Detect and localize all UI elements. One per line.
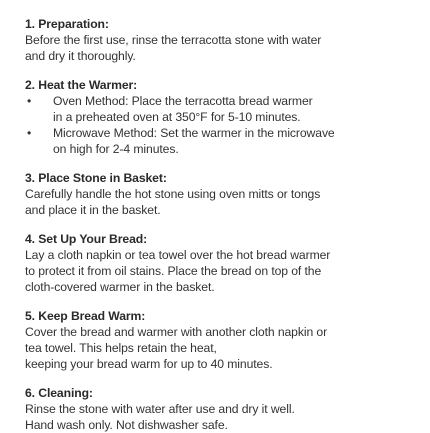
section-heading: 5. Keep Bread Warm:	[25, 309, 146, 323]
bullet-marker: •	[27, 94, 32, 108]
bullet-line: in a preheated oven at 350°F for 5-10 minutes.	[53, 110, 301, 124]
body-line: Rinse the stone with water after use and dry it well.	[25, 402, 295, 416]
bullet-line: Oven Method: Place the terracotta bread warmer	[53, 94, 313, 108]
section-heat-the-warmer	[25, 77, 410, 157]
section-preparation	[25, 16, 410, 64]
body-line: Hand wash only. Not dishwasher safe.	[25, 418, 228, 432]
section-set-up-your-bread	[25, 231, 410, 295]
bullet-line: Microwave Method: Set the warmer in the microwave	[53, 126, 335, 140]
body-line: keeping your bread warm for up to 40 minutes.	[25, 357, 273, 371]
body-line: tea towel. This helps retain the heat,	[25, 341, 217, 355]
section-heading: 4. Set Up Your Bread:	[25, 232, 148, 246]
section-cleaning	[25, 385, 410, 433]
body-line: and dry it thoroughly.	[25, 49, 136, 63]
body-line: Lay a cloth napkin or tea towel over the hot bread warmer	[25, 248, 331, 262]
body-line: Carefully handle the hot stone using oven mitts or tongs	[25, 187, 321, 201]
body-line: Before the first use, rinse the terracotta stone with water	[25, 33, 322, 47]
bullet-line: on high for 2-4 minutes.	[53, 142, 179, 156]
section-heading: 2. Heat the Warmer:	[25, 78, 138, 92]
section-keep-bread-warm	[25, 308, 410, 372]
section-heading: 1. Preparation:	[25, 17, 109, 31]
bullet-item-oven-method	[25, 93, 410, 125]
bullet-marker: •	[27, 126, 32, 140]
body-line: Cover the bread and warmer with another cloth napkin or	[25, 325, 328, 339]
body-line: to protect it from oil stains. Place the bread on top of the	[25, 264, 322, 278]
section-heading: 3. Place Stone in Basket:	[25, 171, 167, 185]
section-place-stone-in-basket	[25, 170, 410, 218]
body-line: cloth-covered warmer in the basket.	[25, 280, 215, 294]
bullet-item-microwave-method	[25, 125, 410, 157]
section-heading: 6. Cleaning:	[25, 386, 93, 400]
body-line: and place it in the basket.	[25, 203, 161, 217]
